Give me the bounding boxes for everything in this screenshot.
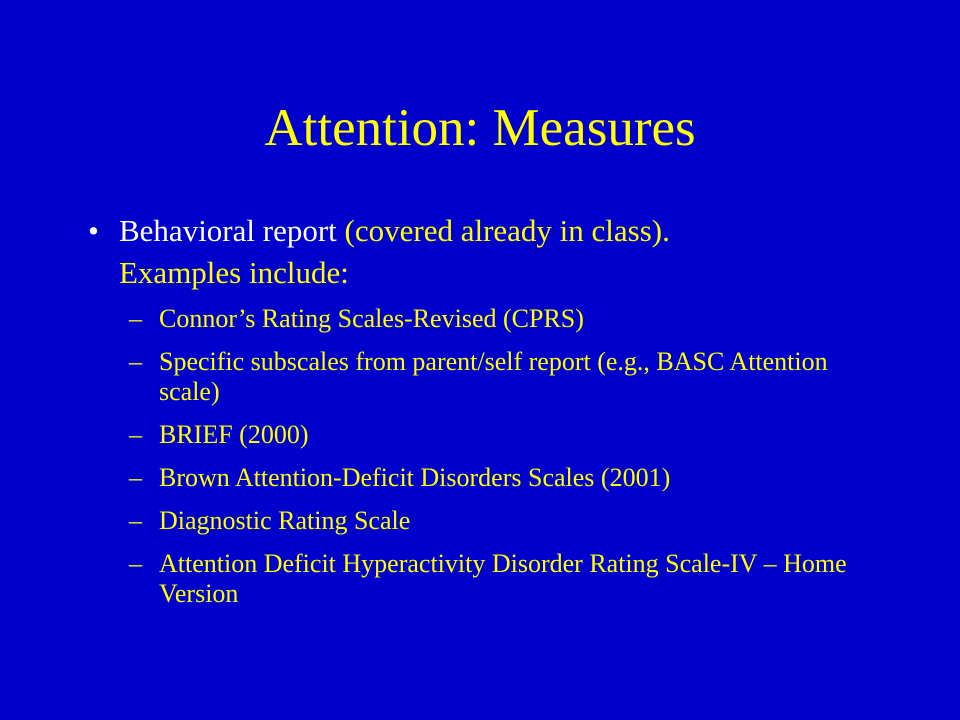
sub-bullet-text: BRIEF (2000) [159,420,309,449]
sub-bullet-list [129,304,869,622]
main-bullet-part2: (covered already in class). [336,213,670,248]
slide-title: Attention: Measures [264,99,696,157]
sub-bullet-text: Attention Deficit Hyperactivity Disorder Rating Scale-IV – Home Version [159,549,847,608]
sub-bullet-item [129,506,869,536]
dash-marker: – [129,506,142,535]
dash-marker: – [129,420,142,449]
main-bullet-text [119,210,899,294]
main-bullet-part1: Behavioral report [119,213,337,248]
dash-marker: – [129,549,142,578]
sub-bullet-text: Brown Attention-Deficit Disorders Scales (2001) [159,463,671,492]
sub-bullet-item [129,304,869,334]
sub-bullet-text: Connor’s Rating Scales-Revised (CPRS) [159,304,584,333]
sub-bullet-item [129,420,869,450]
dash-marker: – [129,347,142,376]
dash-marker: – [129,304,142,333]
sub-bullet-item [129,347,869,407]
bullet-marker: • [88,213,99,248]
sub-bullet-item [129,549,869,609]
sub-bullet-item [129,463,869,493]
dash-marker: – [129,463,142,492]
sub-bullet-text: Diagnostic Rating Scale [159,506,411,535]
sub-bullet-text: Specific subscales from parent/self report (e.g., BASC Attention scale) [159,347,828,406]
main-bullet-line2: Examples include: [119,255,349,290]
